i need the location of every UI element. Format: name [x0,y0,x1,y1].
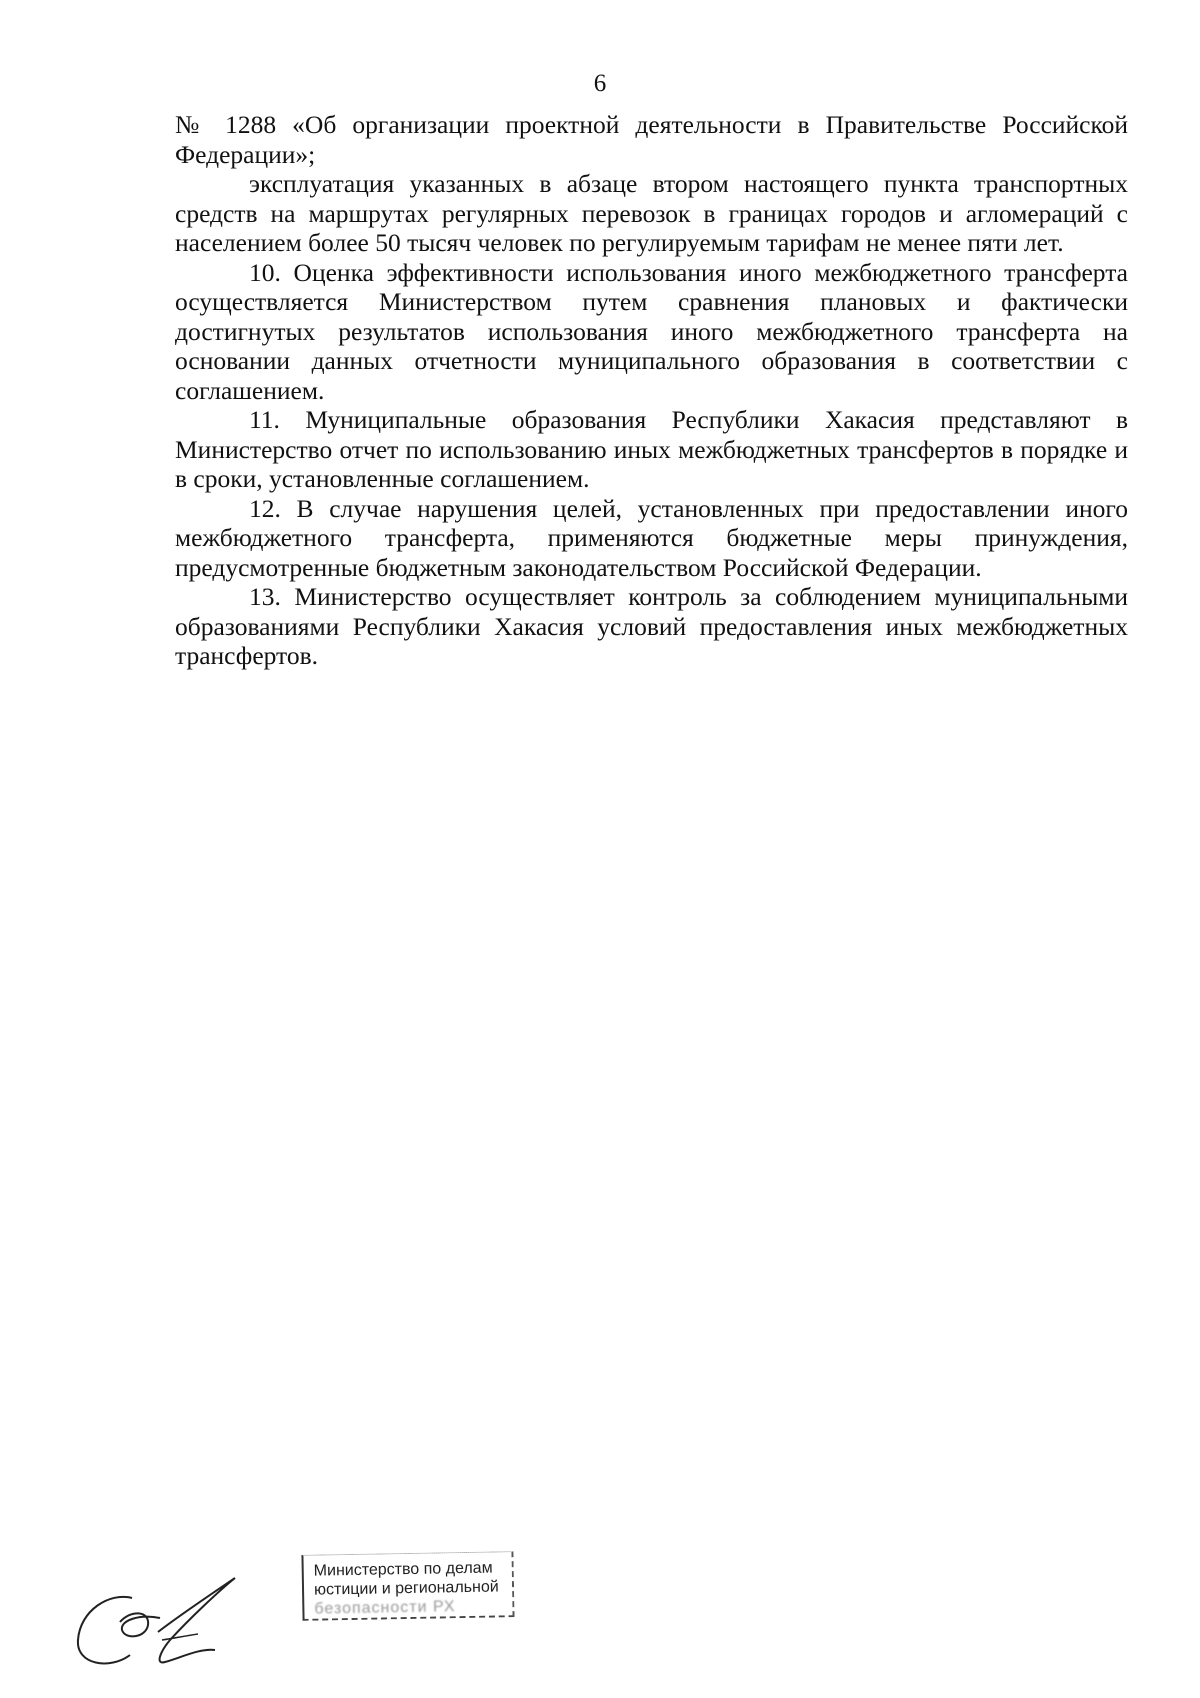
stamp-line-3: безопасности РХ [314,1598,456,1618]
paragraph-exploitation: эксплуатация указанных в абзаце втором настоящего пункта транспортных средств на маршрутах регулярных перевозок в границах городов и агломераций с населением более 50 тысяч человек по регулируемым тарифам не менее пяти лет. [175,169,1128,257]
paragraph-11: 11. Муниципальные образования Республики Хакасия представляют в Министерство отчет по использованию иных межбюджетных трансфертов в порядке и в сроки, установленные соглашением. [175,405,1128,493]
handwritten-signature [70,1570,250,1680]
stamp-line-1: Министерство по делам [313,1559,493,1580]
paragraph-13: 13. Министерство осуществляет контроль за соблюдением муниципальными образованиями Республики Хакасия условий предоставления иных межбюджетных трансфертов. [175,582,1128,670]
registration-stamp [301,1551,514,1621]
paragraph-10: 10. Оценка эффективности использования иного межбюджетного трансферта осуществляется Министерством путем сравнения плановых и фактически достигнутых результатов использования иного межбюджетного трансферта на основании данных отчетности муниципального образования в соответствии с соглашением. [175,257,1128,405]
paragraph-federation-ref: № 1288 «Об организации проектной деятельности в Правительстве Российской Федерации»; [175,110,1128,169]
stamp-line-2: юстиции и региональной [313,1578,499,1599]
paragraph-12: 12. В случае нарушения целей, установленных при предоставлении иного межбюджетного трансферта, применяются бюджетные меры принуждения, предусмотренные бюджетным законодательством Российской Федерации. [175,493,1128,582]
document-body [175,110,1128,671]
page-number: 6 [593,70,607,97]
